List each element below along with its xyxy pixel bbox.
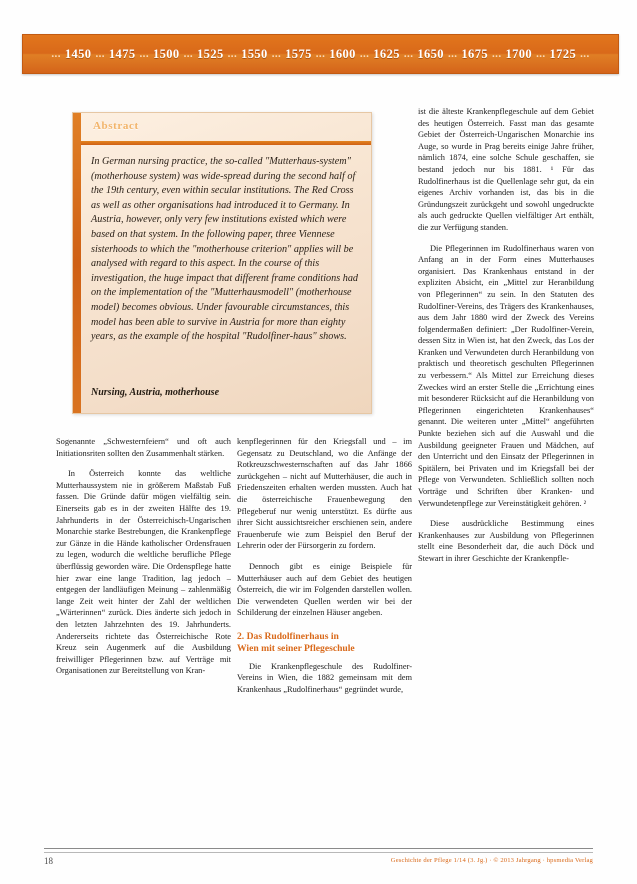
century-timeline-banner [22,34,619,74]
body-paragraph: ist die älteste Krankenpflegeschule auf dem Gebiet des heutigen Österreich. Fasst man das gesamte Gebiet der Österreich-Ungarischen Monarchie ins Auge, so wurde in Prag bereits einige Jahre früher, nämlich 1874, eine solche Schule geschaffen, sie bestand jedoch nur bis 1881. ¹ Für das Rudolfinerhaus ist die Quellenlage sehr gut, da ein eigenes Archiv vorhanden ist, das bis in die Gründungszeit zurückgeht und sowohl ungedruckte als auch gedruckte Quellen vielfältiger Art enthält, die zur Verfügung standen. [418,107,594,232]
timeline-separator: ... [51,48,61,60]
timeline-year: 1650 [417,46,444,61]
timeline-year: 1500 [152,46,180,61]
body-paragraph: Dennoch gibt es einige Beispiele für Mutterhäuser auch auf dem Gebiet des heutigen Österreich, die wir im Folgenden darstellen wollen. Die verwendeten Quellen werden wir bei der Schilderung der einzelnen Häuser angeben. [237,561,412,618]
abstract-title: Abstract [93,120,139,132]
body-paragraph: Sogenannte „Schwesternfeiern“ und oft auch Initiationsriten sollten den Zusammenhalt stärken. [56,437,231,458]
abstract-accent-bar [73,113,81,413]
footer-divider [44,848,593,853]
timeline-separator: ... [359,48,370,60]
timeline-year: 1575 [285,46,312,61]
timeline-separator: ... [183,48,194,60]
timeline-separator: ... [447,48,458,60]
timeline-years [47,47,593,62]
body-paragraph: Diese ausdrückliche Bestimmung eines Krankenhauses zur Ausbildung von Pflegerinnen stellt eine Besonderheit dar, die auch Döck und Stewart in ihrer Geschichte der Krankenpfle- [418,519,594,563]
body-column-middle [237,436,412,696]
timeline-separator: ... [95,48,105,60]
timeline-year: 1525 [197,46,224,61]
timeline-separator: ... [315,48,326,60]
timeline-separator: ... [403,48,414,60]
timeline-year: 1600 [329,46,356,61]
body-paragraph: kenpflegerinnen für den Kriegsfall und – im Gegensatz zu Deutschland, wo die Anfänge der Rotkreuzschwesternschaften auf das Jahr 1866 zurückgehen – nicht auf Mutterhäuser, die auch in Friedenszeiten erhalten werden mussten. Auch hat die österreichische Frauenbewegung den Pflegeberuf nur wenig unterstützt. Es dürfte aus ihrer Sicht aussichtsreicher erschienen sein, andere Frauenberufe wie zum Beispiel den Beruf der Lehrerin oder der Fürsorgerin zu fordern. [237,437,412,551]
timeline-year: 1625 [373,46,400,61]
timeline-year: 1700 [505,46,533,61]
body-column-right [418,106,594,565]
timeline-year: 1725 [549,46,577,61]
timeline-year: 1475 [108,46,136,61]
body-paragraph: In Österreich konnte das weltliche Mutterhaussystem nie in größerem Maßstab Fuß fassen. Die Gründe dafür mögen vielfältig sein. Einerseits gab es in der zweiten Hälfte des 19. Jahrhunderts in der Österreichisch-Ungarischen Monarchie starke Bestrebungen, die Krankenpflege zur Gänze in die Hände katholischer Ordensfrauen zu legen, wodurch die weltliche berufliche Pflege überflüssig geworden wäre. Die Ordenspflege hatte hier zwar eine lange Tradition, lag jedoch – entgegen der landläufigen Meinung – zahlenmäßig lange Zeit weit hinter der Zahl der weltlichen „Wärterinnen“ zurück. Dies änderte sich jedoch in den letzten Jahrzehnten des 19. Jahrhunderts. Andererseits richtete das Österreichische Rote Kreuz sein Augenmerk auf die Ausbildung freiwilliger Pflegerinnen bzw. auf Verträge mit Organisationen zur Bereitstellung von Kran- [56,469,231,676]
timeline-separator: ... [536,48,546,60]
body-column-left [56,436,231,677]
body-paragraph: Die Pflegerinnen im Rudolfinerhaus waren von Anfang an in der Form eines Mutterhauses organisiert. Das Krankenhaus entstand in der expliziten Absicht, ein „Mittel zur Heranbildung von Pflegerinnen“ zu sein. In den Statuten des Rudolfiner-Vereins, des Trägers des Krankenhauses, aus dem Jahr 1880 wird der Zweck des Vereins folgendermaßen definiert: „Der Rudolfiner-Verein, dessen Sitz in Wien ist, hat den Zweck, das Los der Kranken und Verwundeten durch Heranbildung von praktisch und theoretisch geschulten Pflegerinnen zu verbessern.“ Als Mittel zur Erreichung dieses Zweckes wird an erster Stelle die „Errichtung eines mit besonderer Rücksicht auf die Heranbildung von Pflegerinnen eingerichteten Krankenhauses“ genannt. Die weiteren unter „Mittel“ angeführten Punkte beziehen sich auf die Auswahl und die Ausbildung geeigneter Frauen und Mädchen, auf den Unterricht und den Einsatz der Pflegerinnen in Spitälern, bei Privaten und im Kriegsfall bei der Pflege von Verwundeten. Schließlich sollten noch Vorträge und Schriften über Kranken- und Verwundetenpflege zur Vereinstätigkeit gehören. ² [418,243,594,508]
timeline-separator: ... [139,48,149,60]
abstract-box [72,112,372,414]
body-paragraph: Die Krankenpflegeschule des Rudolfiner-Vereins in Wien, die 1882 gemeinsam mit dem Krankenhaus „Rudolfinerhaus“ gegründet wurde, [237,661,412,694]
abstract-divider [81,141,371,145]
timeline-year: 1550 [241,46,268,61]
page-number: 18 [44,856,53,866]
section-heading: 2. Das Rudolfinerhaus in Wien mit seiner Pflegeschule [237,630,355,655]
timeline-separator: ... [227,48,238,60]
timeline-separator: ... [271,48,282,60]
timeline-separator: ... [492,48,502,60]
abstract-keywords: Nursing, Austria, motherhouse [91,387,220,398]
timeline-separator: ... [580,48,590,60]
timeline-year: 1450 [64,46,92,61]
journal-citation: Geschichte der Pflege 1/14 (3. Jg.) · © 2013 Jahrgang · hpsmedia Verlag [390,857,593,864]
abstract-body: In German nursing practice, the so-called "Mutterhaus-system" (motherhouse system) was wide-spread during the second half of the 19th century, even within secular institutions. The Red Cross as well as other organisations had introduced it to Germany. In Austria, however, only very few institutions existed which were based on that system. In the following paper, three Viennese sisterhoods to which the "motherhouse criterion" applies will be analysed with regard to this aspect. In the course of this investigation, the huge impact that different frame conditions had on the implementation of the "Mutterhausmodell" (motherhouse model) becomes obvious. Under favourable circumstances, this model has been able to survive in Austria for more than eighty years, as the example of the hospital "Rudolfiner-haus" shows. [91,156,359,343]
timeline-year: 1675 [461,46,489,61]
